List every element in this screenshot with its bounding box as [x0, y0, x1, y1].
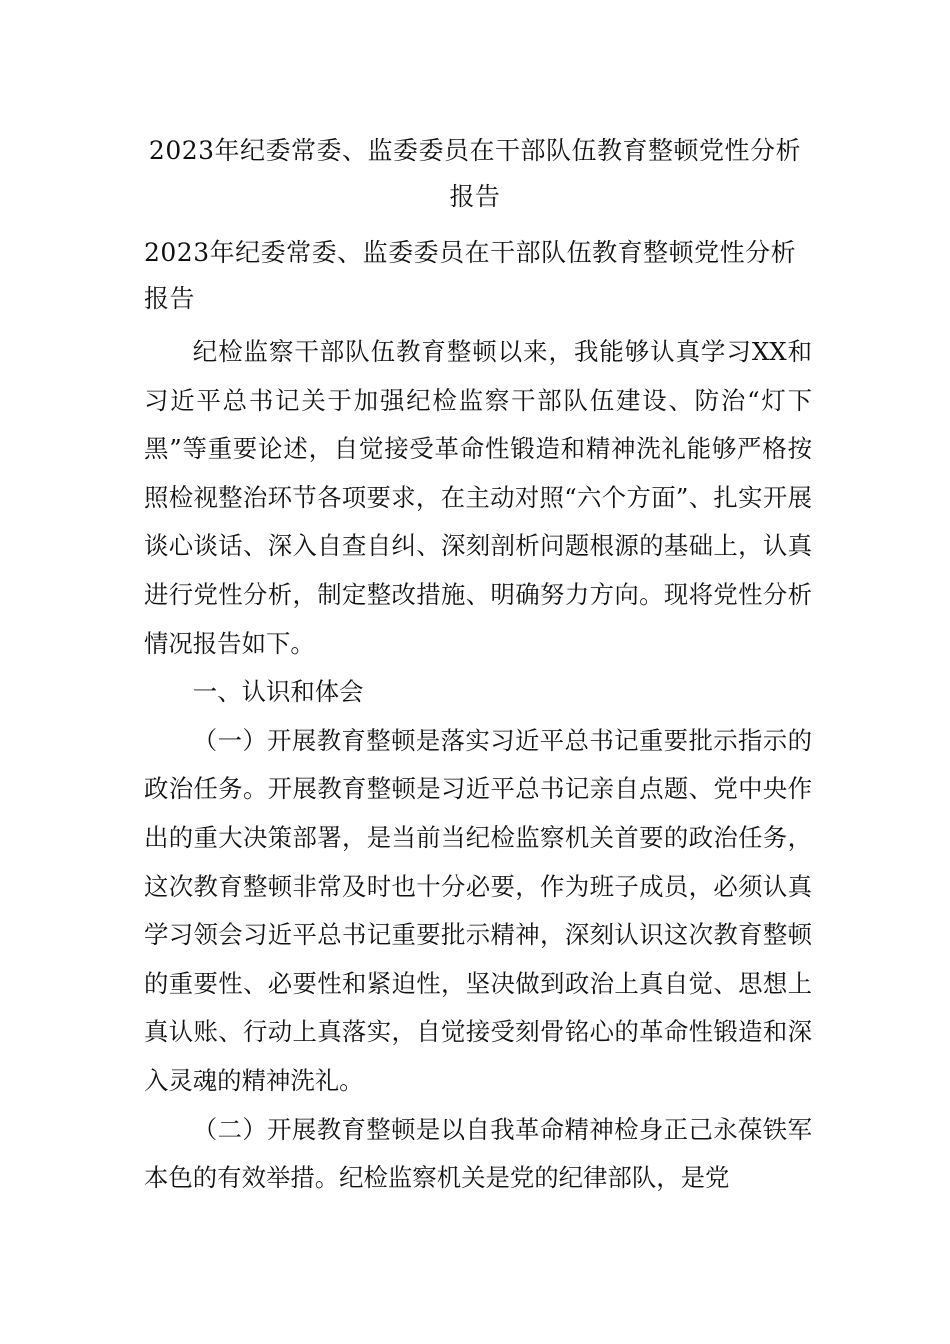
section-heading: 一、认识和体会 [192, 677, 364, 707]
paragraph-intro: 纪检监察干部队伍教育整顿以来，我能够认真学习XX和习近平总书记关于加强纪检监察干部队伍建设、防治“灯下黑”等重要论述，自觉接受革命性锻造和精神洗礼能够严格按照检视整治环节各项要求，在主动对照“六个方面”、扎实开展谈心谈话、深入自查自纠、深刻剖析问题根源的基础上，认真进行党性分析，制定整改措施、明确努力方向。现将党性分析情况报告如下。 [144, 337, 812, 658]
document-body [144, 328, 812, 1203]
paragraph-one: （一）开展教育整顿是落实习近平总书记重要批示指示的政治任务。开展教育整顿是习近平总书记亲自点题、党中央作出的重大决策部署，是当前当纪检监察机关首要的政治任务，这次教育整顿非常及时也十分必要，作为班子成员，必须认真学习领会习近平总书记重要批示精神，深刻认识这次教育整顿的重要性、必要性和紧迫性，坚决做到政治上真自觉、思想上真认账、行动上真落实，自觉接受刻骨铭心的革命性锻造和深入灵魂的精神洗礼。 [144, 725, 812, 1095]
paragraph-two: （二）开展教育整顿是以自我革命精神检身正己永葆铁军本色的有效举措。纪检监察机关是党的纪律部队，是党 [144, 1114, 812, 1193]
document-subtitle: 2023年纪委常委、监委委员在干部队伍教育整顿党性分析报告 [144, 238, 797, 313]
document-title: 2023年纪委常委、监委委员在干部队伍教育整顿党性分析报告 [148, 136, 802, 211]
